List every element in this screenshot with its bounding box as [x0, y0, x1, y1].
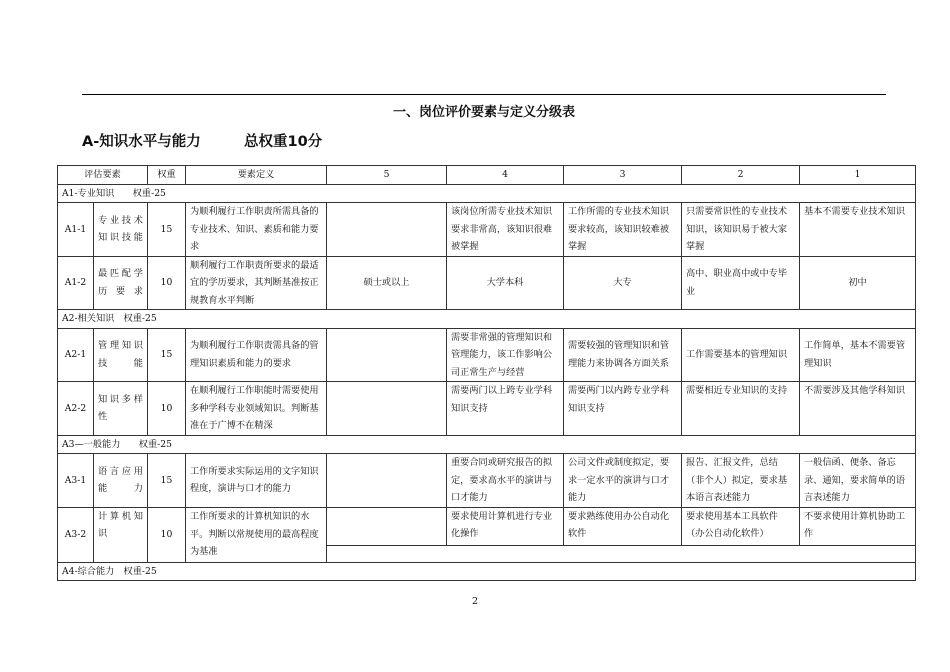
factor-code: A1-2 — [58, 256, 94, 310]
level-5-cell — [327, 507, 447, 545]
level-5-cell — [327, 328, 447, 382]
table-row — [58, 256, 916, 310]
level-2-cell: 需要相近专业知识的支持 — [682, 382, 800, 436]
level-5-cell — [327, 203, 447, 257]
factor-code: A2-2 — [58, 382, 94, 436]
job-evaluation-table — [57, 165, 916, 581]
factor-weight: 15 — [148, 203, 186, 257]
section-title: A-知识水平与能力 — [82, 134, 201, 150]
level-1-cell: 不需要涉及其他学科知识 — [800, 382, 916, 436]
level-1-cell: 一般信函、便条、备忘录、通知，要求简单的语言表述能力 — [800, 454, 916, 508]
level-5-cell — [327, 454, 447, 508]
level-4-cell: 需要两门以上跨专业学科知识支持 — [447, 382, 564, 436]
table-row — [58, 454, 916, 508]
header-cell-factor: 评估要素 — [58, 166, 148, 185]
level-4-cell: 重要合同或研究报告的拟定，要求高水平的演讲与口才能力 — [447, 454, 564, 508]
document-title: 一、岗位评价要素与定义分级表 — [392, 105, 575, 120]
table-row — [58, 382, 916, 436]
level-3-cell: 工作所需的专业技术知识要求较高，该知识较难被掌握 — [564, 203, 682, 257]
header-cell-weight: 权重 — [148, 166, 186, 185]
header-cell-definition: 要素定义 — [186, 166, 327, 185]
factor-definition: 在顺利履行工作职能时需要使用多种学科专业领域知识。判断基准在于广博不在精深 — [186, 382, 327, 436]
table-row — [58, 328, 916, 382]
empty-cell — [327, 545, 916, 562]
header-cell-level-3: 3 — [564, 166, 682, 185]
factor-name: 知识多样性 — [94, 382, 148, 436]
factor-name: 专业技术知识技能 — [94, 203, 148, 257]
factor-weight: 10 — [148, 382, 186, 436]
factor-weight: 15 — [148, 454, 186, 508]
level-3-cell: 需要较强的管理知识和管理能力来协调各方面关系 — [564, 328, 682, 382]
factor-name: 语言应用能力 — [94, 454, 148, 508]
level-4-cell: 大学本科 — [447, 256, 564, 310]
level-5-cell — [327, 382, 447, 436]
group-row-a4 — [58, 562, 916, 581]
section-total-weight: 总权重10分 — [244, 134, 323, 150]
level-2-cell: 报告、汇报文件，总结（非个人）拟定，要求基本语言表述能力 — [682, 454, 800, 508]
factor-code: A2-1 — [58, 328, 94, 382]
table-row — [58, 203, 916, 257]
level-2-cell: 工作需要基本的管理知识 — [682, 328, 800, 382]
level-4-cell: 需要非常强的管理知识和管理能力，该工作影响公司正常生产与经营 — [447, 328, 564, 382]
group-row-a2 — [58, 310, 916, 329]
level-5-cell: 硕士或以上 — [327, 256, 447, 310]
level-1-cell: 基本不需要专业技术知识 — [800, 203, 916, 257]
level-3-cell: 大专 — [564, 256, 682, 310]
factor-weight: 10 — [148, 256, 186, 310]
level-4-cell: 要求使用计算机进行专业化操作 — [447, 507, 564, 545]
factor-definition: 工作所要求实际运用的文字知识程度，演讲与口才的能力 — [186, 454, 327, 508]
header-cell-level-1: 1 — [800, 166, 916, 185]
level-1-cell: 工作简单，基本不需要管理知识 — [800, 328, 916, 382]
level-2-cell: 高中、职业高中或中专毕业 — [682, 256, 800, 310]
level-3-cell: 要求熟练使用办公自动化软件 — [564, 507, 682, 545]
factor-weight: 15 — [148, 328, 186, 382]
header-cell-level-4: 4 — [447, 166, 564, 185]
factor-code: A3-2 — [58, 507, 94, 562]
factor-name: 最匹配学历要求 — [94, 256, 148, 310]
level-1-cell: 不要求使用计算机协助工作 — [800, 507, 916, 545]
group-row-a3 — [58, 435, 916, 454]
factor-code: A1-1 — [58, 203, 94, 257]
group-label: A3—一般能力 权重-25 — [58, 435, 916, 454]
factor-code: A3-1 — [58, 454, 94, 508]
factor-definition: 为顺利履行工作职责所需具备的专业技术、知识、素质和能力要求 — [186, 203, 327, 257]
level-3-cell: 公司文件或制度拟定，要求一定水平的演讲与口才能力 — [564, 454, 682, 508]
header-cell-level-5: 5 — [327, 166, 447, 185]
page-number: 2 — [471, 596, 479, 607]
factor-definition: 顺利履行工作职责所要求的最适宜的学历要求，其判断基准按正规教育水平判断 — [186, 256, 327, 310]
group-label: A1-专业知识 权重-25 — [58, 184, 916, 203]
header-cell-level-2: 2 — [682, 166, 800, 185]
factor-name: 管理知识技能 — [94, 328, 148, 382]
factor-weight: 10 — [148, 507, 186, 562]
group-label: A4-综合能力 权重-25 — [58, 562, 916, 581]
table-header-row — [58, 166, 916, 185]
header-rule — [82, 94, 886, 95]
factor-definition: 为顺利履行工作职责需具备的管理知识素质和能力的要求 — [186, 328, 327, 382]
level-1-cell: 初中 — [800, 256, 916, 310]
group-row-a1 — [58, 184, 916, 203]
factor-name: 计算机知识 — [94, 507, 148, 562]
level-4-cell: 该岗位所需专业技术知识要求非常高，该知识很难被掌握 — [447, 203, 564, 257]
level-2-cell: 要求使用基本工具软件（办公自动化软件） — [682, 507, 800, 545]
level-3-cell: 需要两门以内跨专业学科知识支持 — [564, 382, 682, 436]
level-2-cell: 只需要常识性的专业技术知识，该知识易于被大家掌握 — [682, 203, 800, 257]
factor-definition: 工作所要求的计算机知识的水平。判断以常规使用的最高程度为基准 — [186, 507, 327, 562]
table-row — [58, 507, 916, 545]
group-label: A2-相关知识 权重-25 — [58, 310, 916, 329]
